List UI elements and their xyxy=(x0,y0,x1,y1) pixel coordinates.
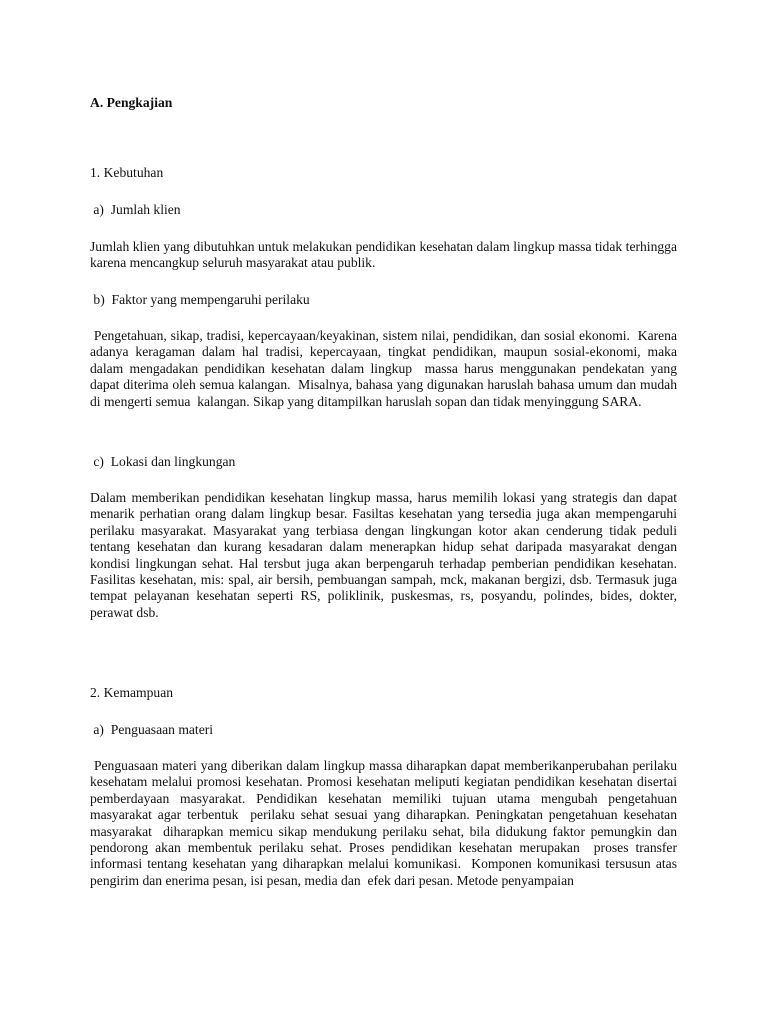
section-title: A. Pengkajian xyxy=(90,95,173,110)
document-page xyxy=(90,0,684,1024)
paragraph-faktor-perilaku: Pengetahuan, sikap, tradisi, kepercayaan/keyakinan, sistem nilai, pendidikan, dan sosial ekonomi. Karena adanya keragaman dalam hal tradisi, kepercayaan, tingkat pendidikan, maupun sosial-ekonomi, maka dalam mengadakan pendidikan kesehatan dalam lingkup massa harus menggunakan pendekatan yang dapat diterima oleh semua kalangan. Misalnya, bahasa yang digunakan haruslah bahasa umum dan mudah di mengerti semua kalangan. Sikap yang ditampilkan haruslah sopan dan tidak menyinggung SARA. xyxy=(90,328,681,409)
subheading-lokasi-lingkungan: c) Lokasi dan lingkungan xyxy=(90,454,236,469)
paragraph-lokasi-lingkungan: Dalam memberikan pendidikan kesehatan lingkup massa, harus memilih lokasi yang strategis dan dapat menarik perhatian orang dalam lingkup besar. Fasiltas kesehatan yang tersedia juga akan mempengaruhi perilaku masyarakat. Masyarakat yang terbiasa dengan lingkungan kotor akan cenderung tidak peduli tentang kesehatan dan kurang kesadaran dalam menerapkan hidup sehat daripada masyarakat dengan kondisi lingkungan sehat. Hal tersbut juga akan berpengaruh terhadap pemberian pendidikan kesehatan. Fasilitas kesehatan, mis: spal, air bersih, pembuangan sampah, mck, makanan bergizi, dsb. Termasuk juga tempat pelayanan kesehatan seperti RS, poliklinik, puskesmas, rs, posyandu, polindes, bides, dokter, perawat dsb. xyxy=(90,490,677,620)
heading-kebutuhan: 1. Kebutuhan xyxy=(90,165,164,180)
subheading-jumlah-klien: a) Jumlah klien xyxy=(90,202,181,217)
paragraph-jumlah-klien: Jumlah klien yang dibutuhkan untuk melakukan pendidikan kesehatan dalam lingkup massa tidak terhingga karena mencangkup seluruh masyarakat atau publik. xyxy=(90,239,677,271)
subheading-penguasaan-materi: a) Penguasaan materi xyxy=(90,722,214,737)
subheading-faktor-perilaku: b) Faktor yang mempengaruhi perilaku xyxy=(90,292,310,307)
heading-kemampuan: 2. Kemampuan xyxy=(90,685,174,700)
paragraph-penguasaan-materi: Penguasaan materi yang diberikan dalam lingkup massa diharapkan dapat memberikanperubahan perilaku kesehatam melalui promosi kesehatan. Promosi kesehatan meliputi kegiatan pendidikan kesehatan disertai pemberdayaan masyarakat. Pendidikan kesehatan memiliki tujuan utama mengubah pengetahuan masyarakat agar terbentuk perilaku sehat sesuai yang diharapkan. Peningkatan pengetahuan kesehatan masyarakat diharapkan memicu sikap mendukung perilaku sehat, bila didukung faktor pemungkin dan pendorong akan membentuk perilaku sehat. Proses pendidikan kesehatan merupakan proses transfer informasi tentang kesehatan yang diharapkan melalui komunikasi. Komponen komunikasi tersusun atas pengirim dan enerima pesan, isi pesan, media dan efek dari pesan. Metode penyampaian xyxy=(90,758,684,888)
